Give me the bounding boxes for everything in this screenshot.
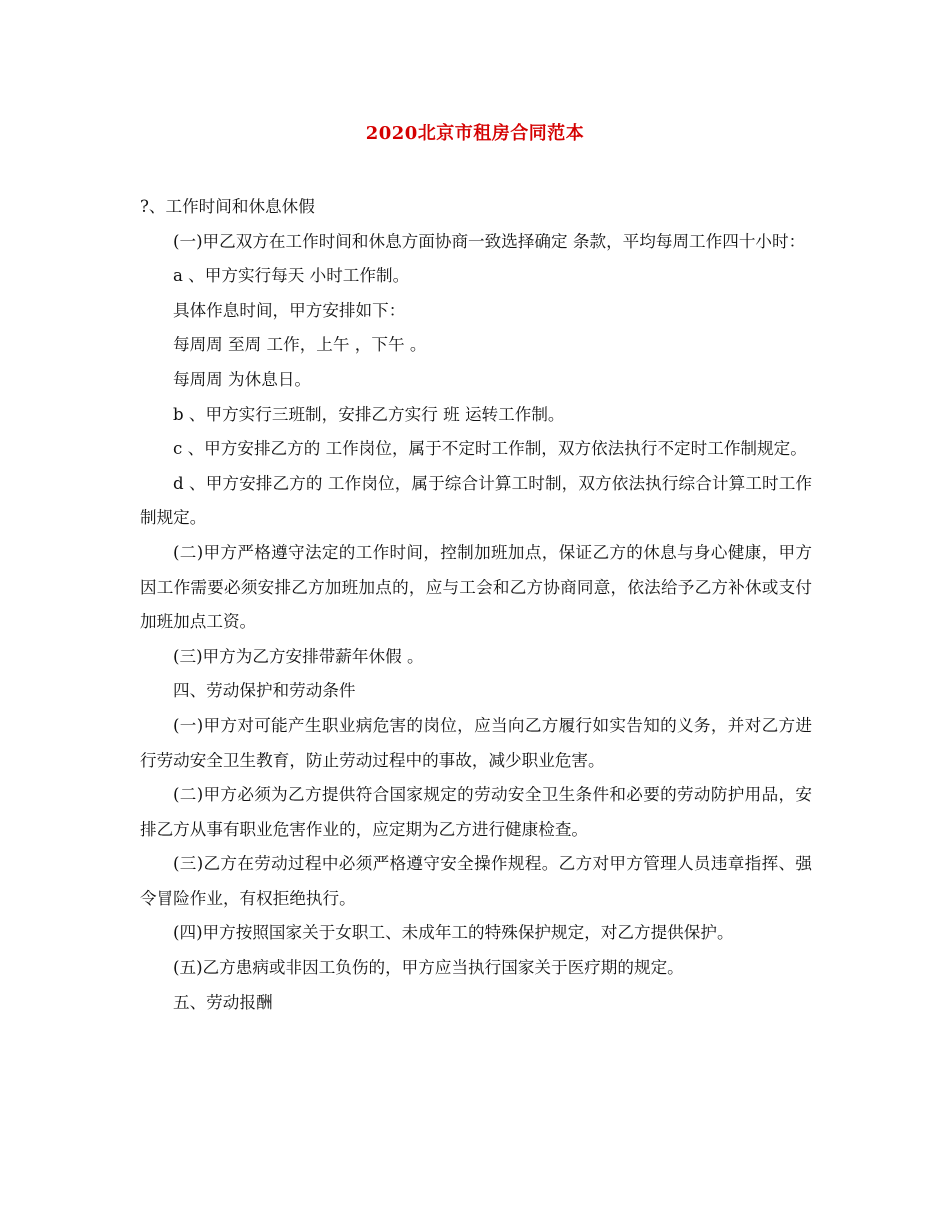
paragraph: c 、甲方安排乙方的 工作岗位，属于不定时工作制，双方依法执行不定时工作制规定。 <box>173 439 807 459</box>
paragraph: (五)乙方患病或非因工负伤的，甲方应当执行国家关于医疗期的规定。 <box>173 958 684 978</box>
paragraph: ?、工作时间和休息休假 <box>140 197 315 216</box>
paragraph: (一)甲乙双方在工作时间和休息方面协商一致选择确定 条款，平均每周工作四十小时： <box>173 231 806 251</box>
paragraph: 每周周 为休息日。 <box>173 369 312 389</box>
paragraph: (二)甲方严格遵守法定的工作时间，控制加班加点，保证乙方的休息与身心健康，甲方因工作需要必须安排乙方加班加点的，应与工会和乙方协商同意，依法给予乙方补休或支付加班加点工资。 <box>140 542 812 632</box>
paragraph: a 、甲方实行每天 小时工作制。 <box>173 266 410 286</box>
paragraph: b 、甲方实行三班制，安排乙方实行 班 运转工作制。 <box>173 404 565 424</box>
document-title: 2020北京市租房合同范本 <box>365 123 585 144</box>
paragraph: d 、甲方安排乙方的 工作岗位，属于综合计算工时制，双方依法执行综合计算工时工作制规定。 <box>140 473 812 528</box>
paragraph: 四、劳动保护和劳动条件 <box>173 681 356 701</box>
paragraph: (二)甲方必须为乙方提供符合国家规定的劳动安全卫生条件和必要的劳动防护用品，安排乙方从事有职业危害作业的，应定期为乙方进行健康检查。 <box>140 785 812 839</box>
paragraph: 每周周 至周 工作，上午 ，下午 。 <box>173 335 427 355</box>
document-body <box>140 190 812 1020</box>
paragraph: (一)甲方对可能产生职业病危害的岗位，应当向乙方履行如实告知的义务，并对乙方进行劳动安全卫生教育，防止劳动过程中的事故，减少职业危害。 <box>140 715 812 770</box>
paragraph: 五、劳动报酬 <box>173 992 273 1012</box>
paragraph: (四)甲方按照国家关于女职工、未成年工的特殊保护规定，对乙方提供保护。 <box>173 923 734 943</box>
paragraph: (三)甲方为乙方安排带薪年休假 。 <box>173 646 424 666</box>
paragraph: (三)乙方在劳动过程中必须严格遵守安全操作规程。乙方对甲方管理人员违章指挥、强令冒险作业，有权拒绝执行。 <box>140 854 812 908</box>
paragraph: 具体作息时间，甲方安排如下： <box>173 300 406 320</box>
